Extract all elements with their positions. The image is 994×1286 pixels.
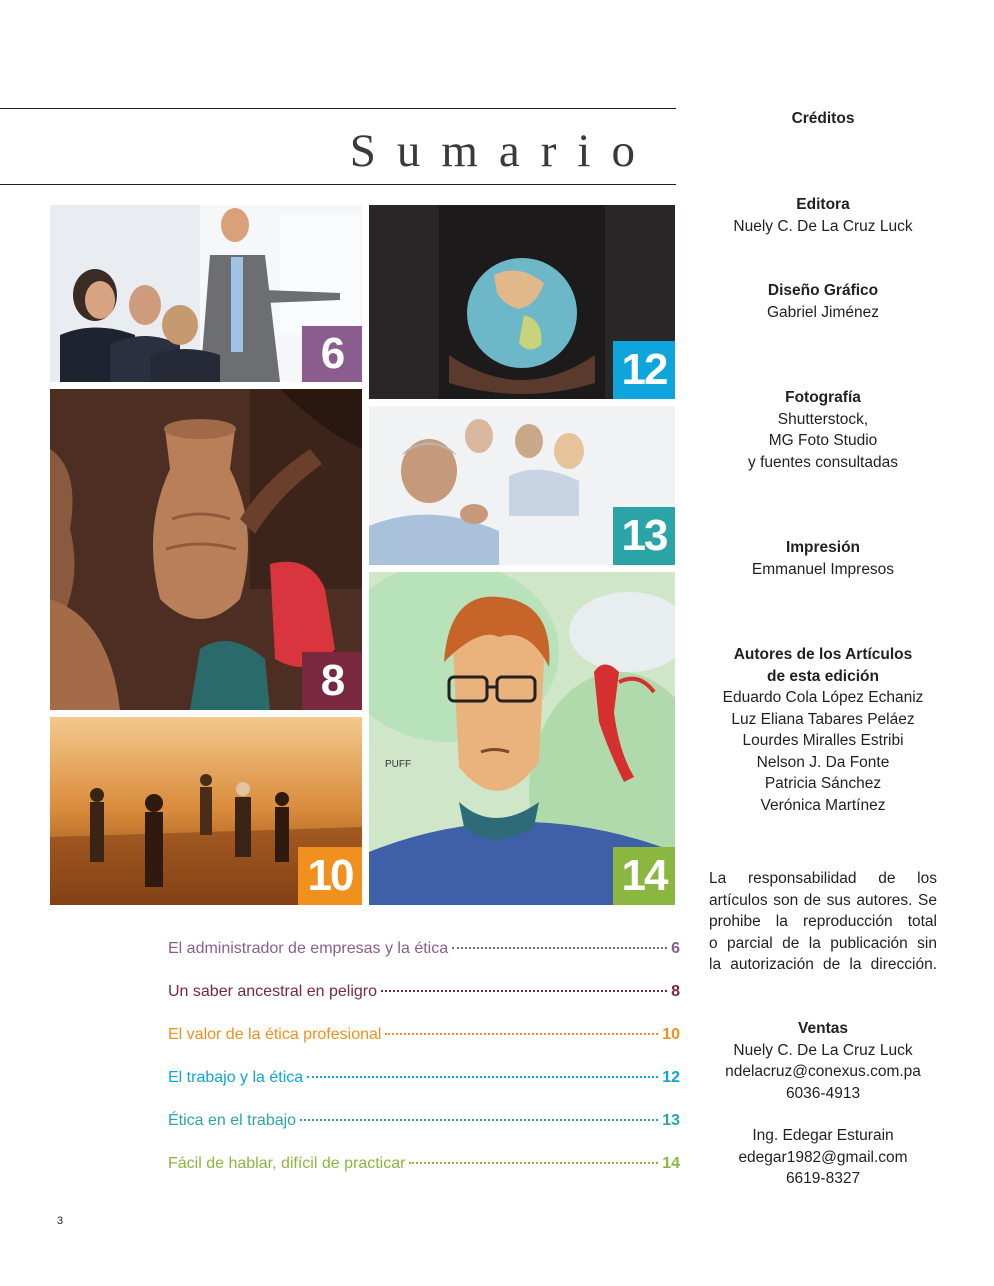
credits-diseno [708,280,938,323]
toc-item-page: 10 [662,1026,680,1043]
table-of-contents [168,940,680,1180]
autor-name: Eduardo Cola López Echaniz [722,689,924,706]
credits-autores [708,644,938,816]
autores-label: de esta edición [767,667,879,685]
editora-label: Editora [796,196,850,213]
credits-heading-block [708,108,938,130]
contact-email[interactable]: edegar1982@gmail.com [738,1148,908,1166]
disclaimer-line: La responsabilidad de los [709,870,937,887]
diseno-name: Gabriel Jiménez [767,303,879,321]
spacer [708,1104,938,1125]
toc-item-page: 14 [662,1155,680,1172]
toc-leader-dots [300,1119,658,1121]
tile-man-thinking[interactable] [369,406,675,565]
ventas-label: Ventas [798,1020,848,1037]
credits-editora [708,194,938,237]
fotografia-label: Fotografía [785,389,861,406]
tile-globe[interactable] [369,205,675,399]
toc-leader-dots [381,990,667,992]
contact-phone: 6619-8327 [785,1170,861,1187]
fotografia-line: Shutterstock, [777,410,869,428]
toc-leader-dots [307,1076,658,1078]
puff-text: PUFF [385,759,412,770]
toc-item[interactable] [168,983,680,1001]
disclaimer-line: artículos son de sus autores. Se [709,891,937,909]
tile-number-badge: 8 [302,652,362,710]
header-top-rule [0,108,676,109]
toc-item-page: 6 [671,940,680,957]
toc-item[interactable] [168,1026,680,1044]
toc-item-title: Ética en el trabajo [168,1112,297,1129]
tile-number-badge: 13 [613,507,675,565]
contact-phone: 6036-4913 [785,1084,861,1102]
tile-number-badge: 10 [298,847,362,905]
diseno-label: Diseño Gráfico [767,282,879,299]
toc-item-title: Fácil de hablar, difícil de practicar [168,1155,406,1172]
page-title: Sumario [349,125,656,177]
autor-name: Lourdes Miralles Estribi [742,732,904,749]
autor-name: Patricia Sánchez [764,775,882,792]
impresion-name: Emmanuel Impresos [751,560,895,578]
toc-leader-dots [409,1162,658,1164]
toc-leader-dots [452,947,667,949]
autores-label: Autores de los Artículos [733,646,913,663]
disclaimer-paragraph [709,868,937,976]
toc-item[interactable] [168,940,680,958]
toc-leader-dots [385,1033,658,1035]
credits-impresion [708,537,938,580]
toc-item-page: 12 [662,1069,680,1086]
contact-email[interactable]: ndelacruz@conexus.com.pa [725,1063,921,1080]
tile-watercolor-illustration[interactable] [369,572,675,905]
toc-item[interactable] [168,1155,680,1173]
editora-name: Nuely C. De La Cruz Luck [733,217,913,235]
impresion-label: Impresión [785,539,861,556]
tile-number-badge: 14 [613,847,675,905]
autor-name: Nelson J. Da Fonte [756,753,890,771]
fotografia-line: MG Foto Studio [768,432,878,449]
disclaimer-line: prohibe la reproducción total [709,913,937,931]
tile-pottery[interactable] [50,389,362,710]
tile-number-badge: 6 [302,326,362,382]
tile-number-badge: 12 [613,341,675,399]
toc-item-title: El valor de la ética profesional [168,1026,382,1043]
credits-ventas [708,1018,938,1190]
toc-item-title: El trabajo y la ética [168,1069,304,1086]
toc-item-page: 13 [662,1112,680,1129]
toc-item[interactable] [168,1112,680,1130]
tile-chess-figurines[interactable] [50,717,362,905]
contact-name: Ing. Edegar Esturain [752,1127,894,1144]
contact-name: Nuely C. De La Cruz Luck [733,1041,913,1059]
header-bottom-rule [0,184,676,185]
page-number: 3 [57,1215,64,1227]
credits-fotografia [708,387,938,473]
tile-business-meeting[interactable] [50,205,362,382]
toc-item-title: Un saber ancestral en peligro [168,983,378,1000]
autor-name: Luz Eliana Tabares Peláez [731,710,915,728]
disclaimer-line: o parcial de la publicación sin [709,934,937,952]
toc-item-page: 8 [671,983,680,1000]
disclaimer-line: la autorización de la dirección. [709,956,937,974]
toc-item[interactable] [168,1069,680,1087]
credits-heading: Créditos [791,110,855,127]
toc-item-title: El administrador de empresas y la ética [168,940,449,957]
autor-name: Verónica Martínez [760,796,886,814]
fotografia-line: y fuentes consultadas [748,453,898,471]
